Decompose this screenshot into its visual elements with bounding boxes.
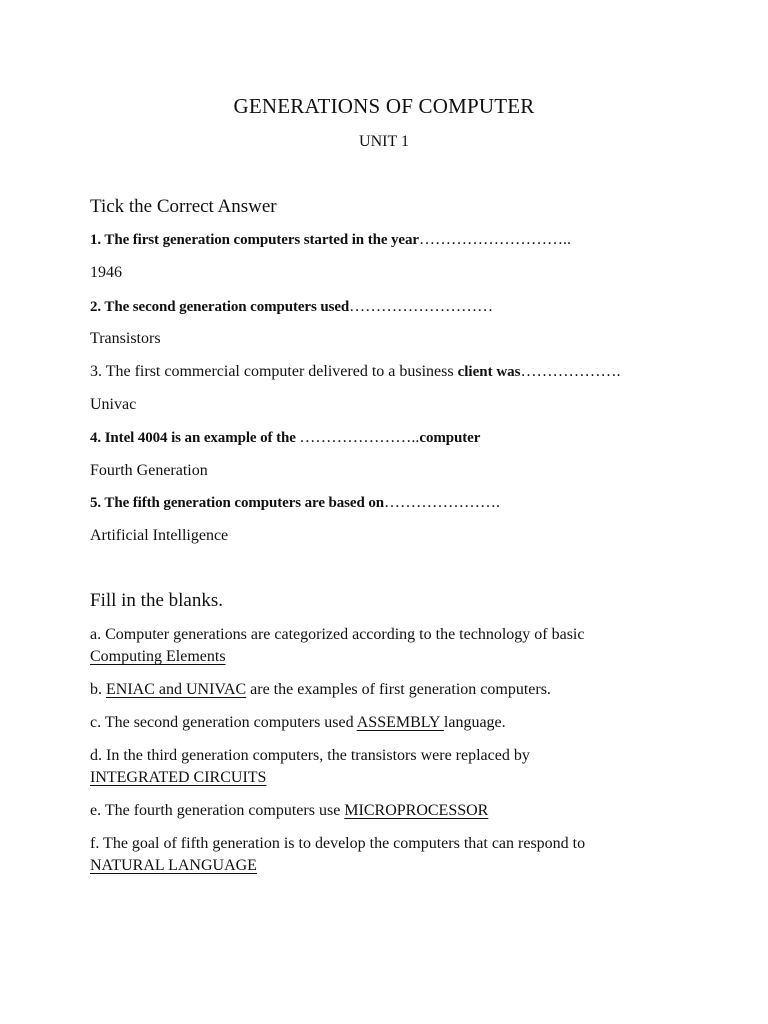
answer-5: Artificial Intelligence xyxy=(90,527,229,544)
question-4-text-after: computer xyxy=(419,430,481,446)
answer-1: 1946 xyxy=(90,264,122,281)
question-5-blank: …………………. xyxy=(384,494,501,511)
fill-item-f-underlined-answer: NATURAL LANGUAGE xyxy=(90,857,257,874)
question-3 xyxy=(90,363,621,381)
answer-2: Transistors xyxy=(90,330,161,347)
fill-item-a: a. Computer generations are categorized according to the technology of basic xyxy=(90,626,585,643)
question-4-blank: ………………….. xyxy=(299,429,420,446)
document-unit: UNIT 1 xyxy=(359,133,409,150)
fill-item-d-answer xyxy=(90,769,266,787)
fill-item-e-prefix: e. The fourth generation computers use xyxy=(90,802,345,819)
fill-item-c xyxy=(90,714,506,732)
fill-item-e-underlined-answer: MICROPROCESSOR xyxy=(344,802,489,819)
fill-item-b-prefix: b. xyxy=(90,681,106,698)
fill-item-f-answer xyxy=(90,857,257,875)
question-3-text-bold: client was xyxy=(457,364,521,380)
fill-item-a-answer xyxy=(90,648,226,666)
fill-item-d: d. In the third generation computers, the transistors were replaced by xyxy=(90,747,530,764)
answer-3: Univac xyxy=(90,396,137,413)
fill-item-d-underlined-answer: INTEGRATED CIRCUITS xyxy=(90,769,267,786)
question-4 xyxy=(90,429,480,447)
fill-item-b-suffix: are the examples of first generation computers. xyxy=(246,681,551,698)
fill-item-a-underlined-answer: Computing Elements xyxy=(90,648,226,665)
tick-section-heading: Tick the Correct Answer xyxy=(90,196,277,217)
fill-item-e xyxy=(90,802,488,820)
fill-item-b xyxy=(90,681,551,699)
question-2 xyxy=(90,298,493,316)
question-1-blank: ……………………….. xyxy=(418,231,571,248)
fill-item-c-prefix: c. The second generation computers used xyxy=(90,714,357,731)
question-2-blank: ……………………… xyxy=(349,298,494,315)
document-title: GENERATIONS OF COMPUTER xyxy=(233,94,535,118)
question-3-blank: ………………. xyxy=(520,363,621,380)
question-2-text: 2. The second generation computers used xyxy=(90,299,350,315)
fill-item-c-suffix: language. xyxy=(443,714,506,731)
fill-item-f: f. The goal of fifth generation is to develop the computers that can respond to xyxy=(90,835,586,852)
fill-item-b-underlined-answer: ENIAC and UNIVAC xyxy=(106,681,247,698)
answer-4: Fourth Generation xyxy=(90,462,208,479)
question-1-text: 1. The first generation computers started in the year xyxy=(90,232,419,248)
fill-section-heading: Fill in the blanks. xyxy=(90,590,223,611)
question-4-text: 4. Intel 4004 is an example of the xyxy=(90,430,300,446)
question-1 xyxy=(90,231,571,249)
fill-item-c-underlined-answer: ASSEMBLY xyxy=(356,714,444,731)
question-3-text: 3. The first commercial computer delivered to a business xyxy=(90,363,458,380)
question-5 xyxy=(90,494,500,512)
question-5-text: 5. The fifth generation computers are based on xyxy=(90,495,385,511)
